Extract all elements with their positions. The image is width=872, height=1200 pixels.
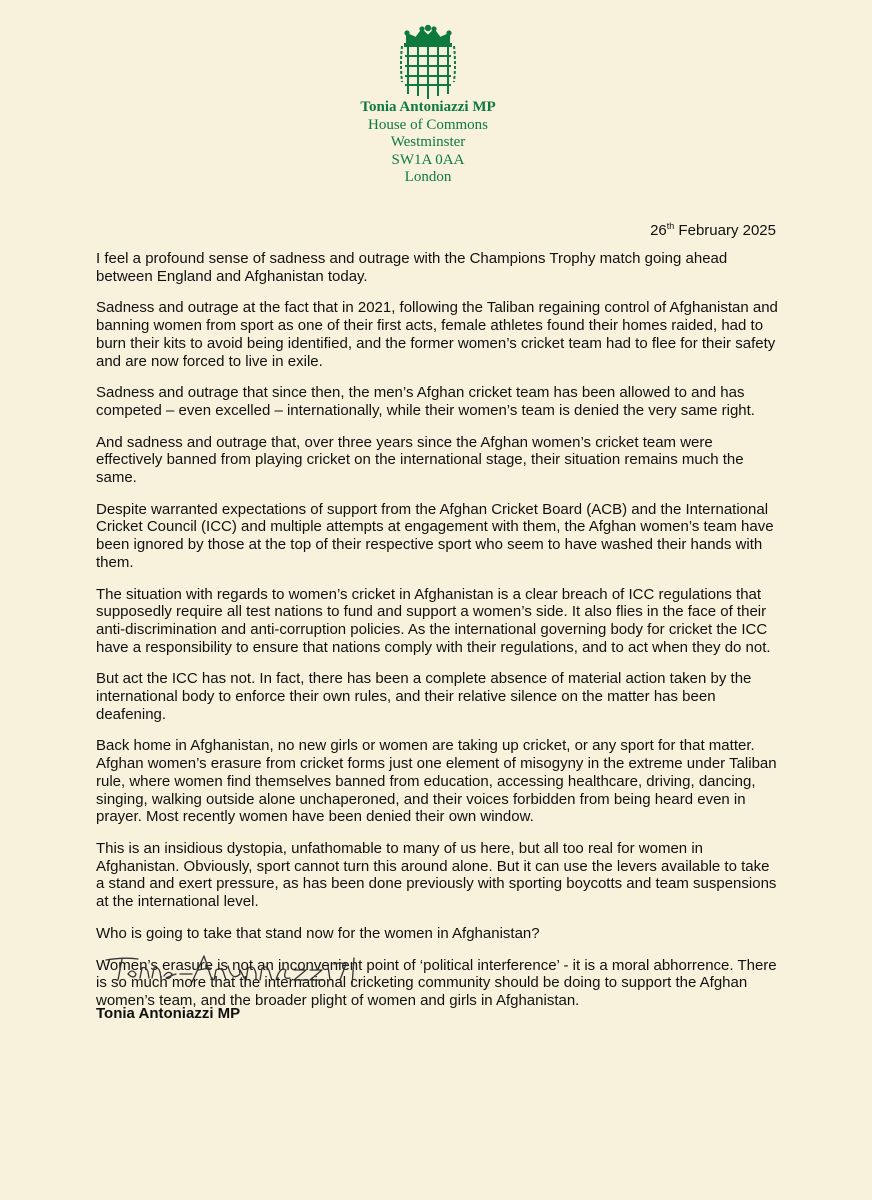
body-paragraph: But act the ICC has not. In fact, there has been a complete absence of material action taken by the international body to enforce their own rules, and their relative silence on the matter has been deafening. [96, 670, 752, 723]
address-line: House of Commons [368, 116, 488, 133]
address-line: London [404, 169, 452, 186]
body-paragraph: Women’s erasure is not an inconvenient point of ‘political interference’ - it is a moral abhorrence. There is so much more that the international cricketing community should be doing to support the Afghan women’s team, and the broader plight of women and girls in Afghanistan. [96, 956, 777, 1009]
body-paragraph: I feel a profound sense of sadness and outrage with the Champions Trophy match going ahead between England and Afghanistan today. [96, 250, 728, 285]
letterhead-name: Tonia Antoniazzi MP [360, 99, 496, 115]
body-paragraph: And sadness and outrage that, over three years since the Afghan women’s cricket team were effectively banned from playing cricket on the international stage, their situation remains much the same. [96, 433, 744, 487]
body-paragraph: Who is going to take that stand now for the women in Afghanistan? [96, 924, 540, 942]
body-paragraph: Sadness and outrage that since then, the men’s Afghan cricket team has been allowed to and has competed – even excelled – internationally, while their women’s team is denied the very same right. [96, 384, 755, 419]
address-line: SW1A 0AA [391, 151, 465, 168]
date-suffix: th [666, 221, 675, 231]
letter-body [96, 250, 780, 1024]
address-line: Westminster [390, 134, 466, 151]
date-day: 26 [650, 222, 667, 239]
letterhead [300, 99, 556, 187]
signoff-name: Tonia Antoniazzi MP [96, 1005, 241, 1022]
body-paragraph: Back home in Afghanistan, no new girls or women are taking up cricket, or any sport for that matter. Afghan women’s erasure from cricket forms just one element of misogyny in the extreme under Taliban rule, where women find themselves banned from education, accessing healthcare, driving, dancing, singing, walking outside alone unchaperoned, and their voices forbidden from being heard even in prayer. Most recently women have been denied their own window. [96, 737, 777, 826]
date-rest: February 2025 [674, 222, 776, 239]
handwritten-signature [104, 952, 380, 992]
letter-date [650, 222, 776, 239]
body-paragraph: This is an insidious dystopia, unfathomable to many of us here, but all too real for women in Afghanistan. Obviously, sport cannot turn this around alone. But it can use the levers available to take a stand and exert pressure, as has been done previously with sporting boycotts and team suspensions at the international level. [96, 839, 777, 911]
body-paragraph: The situation with regards to women’s cricket in Afghanistan is a clear breach of ICC regulations that supposedly require all test nations to fund and support a women’s side. It also flies in the face of their anti-discrimination and anti-corruption policies. As the international governing body for cricket the ICC have a responsibility to ensure that nations comply with their regulations, and to act when they do not. [96, 585, 771, 656]
portcullis-icon [398, 24, 458, 100]
body-paragraph: Despite warranted expectations of support from the Afghan Cricket Board (ACB) and the International Cricket Council (ICC) and multiple attempts at engagement with them, the Afghan women’s team have been ignored by those at the top of their respective sport who seem to have washed their hands with them. [96, 500, 774, 571]
body-paragraph: Sadness and outrage at the fact that in 2021, following the Taliban regaining control of Afghanistan and banning women from sport as one of their first acts, female athletes found their homes raided, had to burn their kits to avoid being identified, and the former women’s cricket team had to flee for their safety and are now forced to live in exile. [96, 299, 778, 370]
